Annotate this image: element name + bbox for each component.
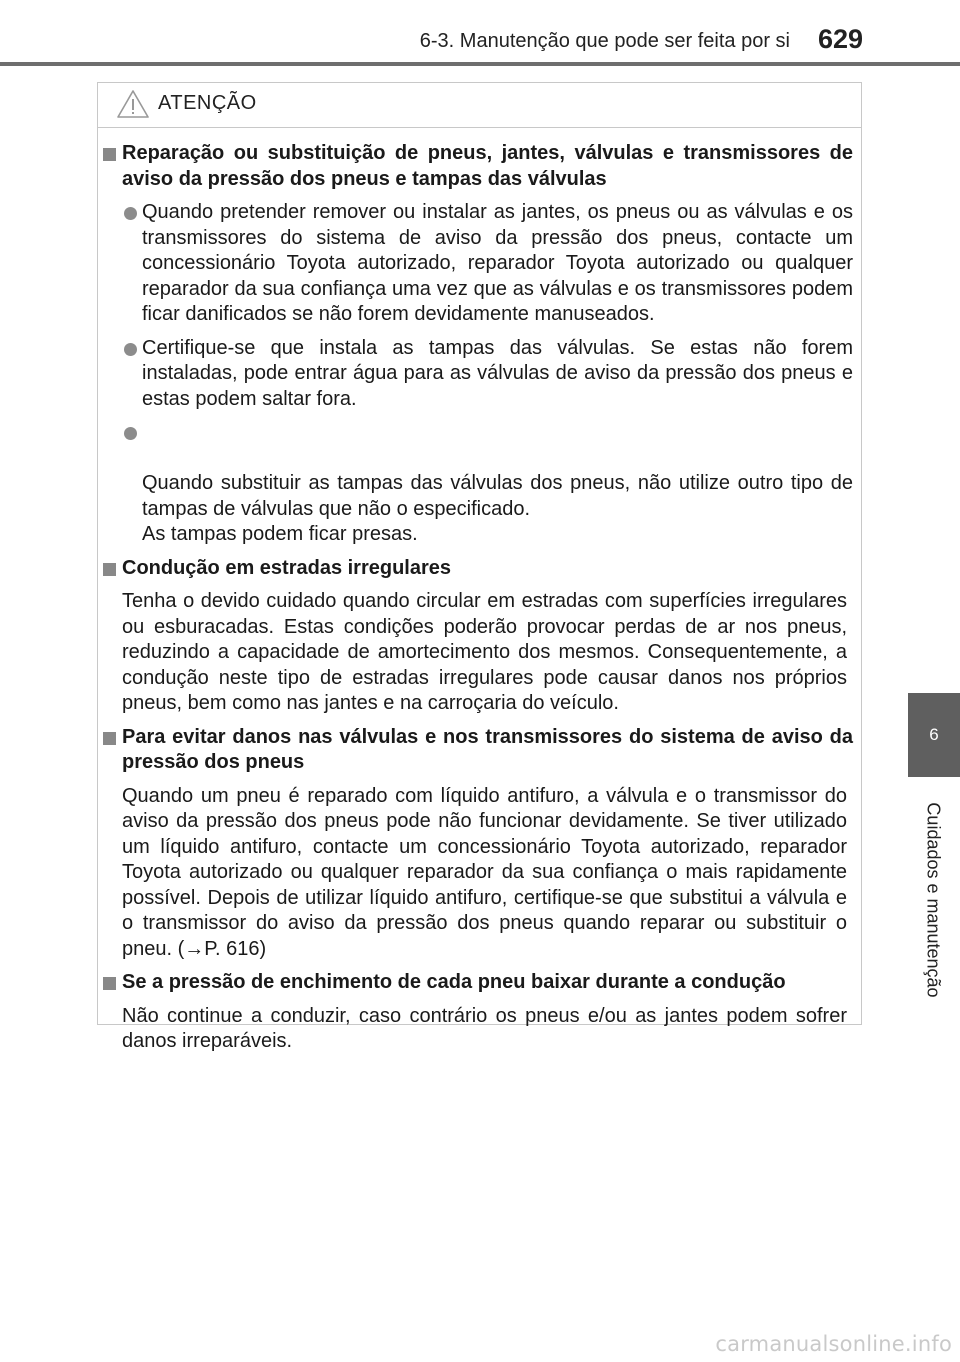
list-item-text: Quando pretender remover ou instalar as jantes, os pneus ou as válvulas e os transmissores do sistema de aviso da pressão dos pneus, contacte um concessionário Toyota autorizado, reparador Toyota autorizado ou qualquer reparador da sua confiança uma vez que as válvulas e os transmissores podem ficar danificados se não forem devidamente manuseados. — [142, 201, 853, 325]
list-item-text: Certifique-se que instala as tampas das válvulas. Se estas não forem instaladas, pode entrar água para as válvulas de aviso da pressão dos pneus e estas podem saltar fora. — [142, 336, 853, 410]
chapter-tab[interactable] — [908, 693, 960, 777]
list-item-text: Quando substituir as tampas das válvulas dos pneus, não utilize outro tipo de tampas de válvulas que não o especificado. As tampas podem ficar presas. — [142, 472, 853, 545]
square-bullet-icon — [103, 563, 116, 576]
section-heading — [98, 970, 861, 996]
circle-bullet-icon — [124, 343, 137, 356]
list-item — [118, 336, 861, 413]
circle-bullet-icon — [124, 207, 137, 220]
chapter-title: Cuidados e manutenção — [923, 802, 944, 998]
warning-box — [97, 82, 862, 1052]
section-text: Não continue a conduzir, caso contrário os pneus e/ou as jantes podem sofrer danos irreparáveis. — [122, 1004, 847, 1052]
warning-title: ATENÇÃO — [158, 92, 257, 114]
square-bullet-icon — [103, 977, 116, 990]
square-bullet-icon — [103, 148, 116, 161]
section-text: Quando um pneu é reparado com líquido antifuro, a válvula e o transmissor do aviso da pressão dos pneus pode não funcionar devidamente. Se tiver utilizado um líquido antifuro, contacte um concessionário Toyota autorizado, reparador Toyota autorizado ou qualquer reparador da sua confiança o mais rapidamente possível. Depois de utilizar líquido antifuro, certifique-se que substitui a válvula e o transmissor do aviso da pressão dos pneus quando reparar ou substituir o pneu. (→P. 616) — [122, 784, 847, 960]
warning-triangle-icon — [116, 89, 150, 119]
section-title: 6-3. Manutenção que pode ser feita por si — [419, 30, 790, 52]
section-heading — [98, 725, 861, 776]
page-number: 629 — [818, 24, 864, 54]
header-rule — [0, 62, 960, 66]
chapter-number: 6 — [929, 725, 939, 744]
circle-bullet-icon — [124, 427, 137, 440]
section-heading-text: Condução em estradas irregulares — [122, 556, 452, 579]
section-heading — [98, 141, 861, 192]
section-text: Tenha o devido cuidado quando circular em estradas com superfícies irregulares ou esburacadas. Estas condições poderão provocar perdas de ar nos pneus, reduzindo a capacidade de amortecimento dos mesmos. Consequentemente, a condução neste tipo de estradas irregulares pode causar danos nos próprios pneus, bem como nas jantes e na carroçaria do veículo. — [122, 590, 847, 714]
warning-content — [98, 141, 861, 1063]
section-heading-text: Para evitar danos nas válvulas e nos transmissores do sistema de aviso da pressão dos pneus — [122, 725, 853, 773]
list-item — [118, 420, 861, 548]
watermark: carmanualsonline.info — [715, 1332, 952, 1356]
section-heading — [98, 556, 861, 582]
warning-header — [98, 83, 861, 128]
square-bullet-icon — [103, 732, 116, 745]
section-heading-text: Reparação ou substituição de pneus, jantes, válvulas e transmissores de aviso da pressão dos pneus e tampas das válvulas — [122, 142, 853, 190]
section-heading-text: Se a pressão de enchimento de cada pneu baixar durante a condução — [122, 971, 786, 993]
list-item — [118, 200, 861, 328]
